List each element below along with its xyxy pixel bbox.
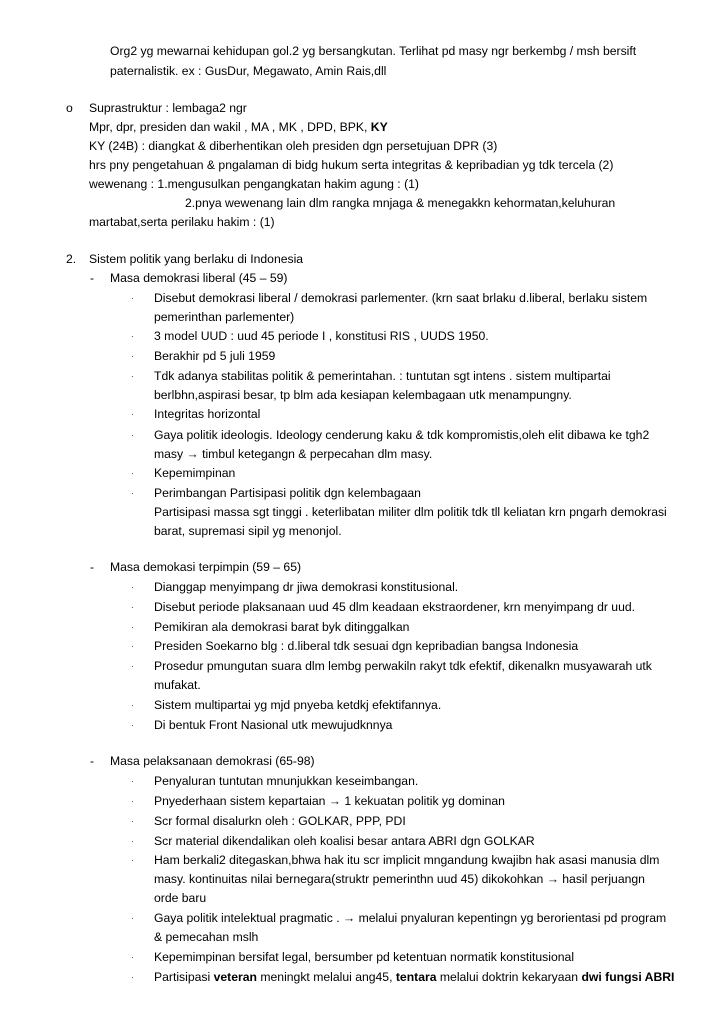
- liberal-bullet-6-cont-post: timbul ketegangn & perpecahan dlm masy.: [198, 447, 433, 461]
- heading-terpimpin: Masa demokasi terpimpin (59 – 65): [110, 560, 302, 574]
- liberal-bullet-7: Kepemimpinan: [154, 466, 236, 480]
- bullet-marker: ·: [131, 642, 134, 651]
- arrow-icon: →: [546, 872, 559, 886]
- liberal-bullet-2: 3 model UUD : uud 45 periode I , konstitusi RIS , UUDS 1950.: [154, 329, 489, 343]
- pelaksanaan-bullet-6: [154, 909, 666, 928]
- pelaksanaan-bullet-5-cont-2: orde baru: [154, 891, 207, 905]
- liberal-bullet-5: Integritas horizontal: [154, 407, 261, 421]
- pelaksanaan-bullet-6-post: melalui pnyaluran kepentingn yg berorientasi pd program: [355, 911, 667, 925]
- liberal-bullet-6: Gaya politik ideologis. Ideology cenderung kaku & tdk kompromistis,oleh elit dibawa ke tgh2: [154, 428, 650, 442]
- bullet-marker: ·: [131, 973, 134, 982]
- bullet-marker: ·: [131, 662, 134, 671]
- pelaksanaan-bullet-5-cont-post: hasil perjuangn: [558, 872, 645, 886]
- heading-pelaksanaan: Masa pelaksanaan demokrasi (65-98): [110, 754, 315, 768]
- pelaksanaan-bullet-7: Kepemimpinan bersifat legal, bersumber pd ketentuan normatik konstitusional: [154, 950, 575, 964]
- pelaksanaan-bullet-2: [154, 792, 505, 811]
- pelaksanaan-bullet-1: Penyaluran tuntutan mnunjukkan keseimbangan.: [154, 774, 419, 788]
- bullet-marker: ·: [131, 701, 134, 710]
- pelaksanaan-bullet-5: Ham berkali2 ditegaskan,bhwa hak itu scr implicit mngandung kwajibn hak asasi manusia dlm: [154, 853, 660, 867]
- bullet-marker: ·: [131, 856, 134, 865]
- pelaksanaan-bullet-8-part-1: Partisipasi: [154, 970, 214, 984]
- liberal-bullet-1-cont: pemerinthan parlementer): [154, 310, 295, 324]
- pelaksanaan-bullet-8-part-2: meningkt melalui ang45,: [256, 970, 396, 984]
- supra-title: Suprastruktur : lembaga2 ngr: [89, 101, 247, 115]
- liberal-bullet-8-cont-2: barat, supremasi sipil yg menonjol.: [154, 524, 342, 538]
- terpimpin-bullet-2: Disebut periode plaksanaan uud 45 dlm keadaan ekstraordener, krn menyimpang dr uud.: [154, 600, 636, 614]
- pelaksanaan-bullet-5-cont: [154, 870, 645, 889]
- supra-line-3: hrs pny pengetahuan & pngalaman di bidg hukum serta integritas & kepribadian yg tdk tercela (2): [89, 158, 614, 172]
- supra-line-2: KY (24B) : diangkat & diberhentikan oleh presiden dgn persetujuan DPR (3): [89, 139, 498, 153]
- supra-line-1-bold: KY: [370, 120, 388, 134]
- bullet-marker: ·: [131, 817, 134, 826]
- bullet-marker: ·: [131, 721, 134, 730]
- bullet-marker: ·: [131, 953, 134, 962]
- terpimpin-bullet-1: Dianggap menyimpang dr jiwa demokrasi konstitusional.: [154, 580, 459, 594]
- terpimpin-bullet-5-cont: mufakat.: [154, 678, 201, 692]
- supra-line-4: wewenang : 1.mengusulkan pengangkatan hakim agung : (1): [89, 177, 419, 191]
- section-title: Sistem politik yang berlaku di Indonesia: [89, 252, 304, 266]
- pelaksanaan-bullet-8-bold-3: dwi fungsi ABRI: [581, 970, 675, 984]
- section-number: 2.: [66, 252, 77, 266]
- bullet-marker: ·: [131, 837, 134, 846]
- bullet-marker: ·: [131, 332, 134, 341]
- supra-line-1: [89, 118, 388, 137]
- pelaksanaan-bullet-3: Scr formal disalurkn oleh : GOLKAR, PPP, PDI: [154, 814, 406, 828]
- pelaksanaan-bullet-8-bold-1: veteran: [213, 970, 257, 984]
- dash-marker: -: [90, 560, 95, 574]
- dash-marker: -: [90, 271, 95, 285]
- pelaksanaan-bullet-8-part-3: melalui doktrin kekaryaan: [436, 970, 582, 984]
- terpimpin-bullet-6: Sistem multipartai yg mjd pnyeba ketdkj efektifannya.: [154, 698, 442, 712]
- liberal-bullet-6-cont: [154, 445, 432, 464]
- pelaksanaan-bullet-2-post: 1 kekuatan politik yg dominan: [340, 794, 505, 808]
- liberal-bullet-1: Disebut demokrasi liberal / demokrasi parlementer. (krn saat brlaku d.liberal, berlaku sistem: [154, 291, 648, 305]
- list-marker: o: [66, 101, 73, 115]
- intro-line-1: Org2 yg mewarnai kehidupan gol.2 yg bersangkutan. Terlihat pd masy ngr berkembg / msh bersift: [110, 44, 637, 58]
- bullet-marker: ·: [131, 352, 134, 361]
- liberal-bullet-8-cont-1: Partisipasi massa sgt tinggi . keterlibatan militer dlm politik tdk tll keliatan krn pngarh demokrasi: [154, 505, 667, 519]
- bullet-marker: ·: [131, 583, 134, 592]
- liberal-bullet-4: Tdk adanya stabilitas politik & pemerintahan. : tuntutan sgt intens . sistem multipartai: [154, 369, 611, 383]
- supra-line-1-text: Mpr, dpr, presiden dan wakil , MA , MK , DPD, BPK,: [89, 120, 371, 134]
- pelaksanaan-bullet-8: [154, 968, 674, 987]
- pelaksanaan-bullet-8-bold-2: tentara: [395, 970, 437, 984]
- pelaksanaan-bullet-4: Scr material dikendalikan oleh koalisi besar antara ABRI dgn GOLKAR: [154, 834, 535, 848]
- bullet-marker: ·: [131, 294, 134, 303]
- liberal-bullet-4-cont: berlbhn,aspirasi besar, tp blm ada kesiapan kelembagaan utk menampungny.: [154, 388, 572, 402]
- pelaksanaan-bullet-5-cont-pre: masy. kontinuitas nilai bernegara(struktr pemerinthn uud 45) dikokohkan: [154, 872, 547, 886]
- pelaksanaan-bullet-6-cont: & pemecahan mslh: [154, 930, 259, 944]
- intro-line-2: paternalistik. ex : GusDur, Megawato, Amin Rais,dll: [110, 64, 387, 78]
- bullet-marker: ·: [131, 623, 134, 632]
- bullet-marker: ·: [131, 489, 134, 498]
- liberal-bullet-8: Perimbangan Partisipasi politik dgn kelembagaan: [154, 486, 421, 500]
- bullet-marker: ·: [131, 410, 134, 419]
- bullet-marker: ·: [131, 372, 134, 381]
- bullet-marker: ·: [131, 777, 134, 786]
- terpimpin-bullet-4: Presiden Soekarno blg : d.liberal tdk sesuai dgn kepribadian bangsa Indonesia: [154, 639, 579, 653]
- arrow-icon: →: [328, 794, 341, 808]
- terpimpin-bullet-3: Pemikiran ala demokrasi barat byk ditinggalkan: [154, 620, 410, 634]
- bullet-marker: ·: [131, 431, 134, 440]
- supra-line-6: martabat,serta perilaku hakim : (1): [89, 215, 275, 229]
- bullet-marker: ·: [131, 603, 134, 612]
- pelaksanaan-bullet-2-pre: Pnyederhaan sistem kepartaian: [154, 794, 329, 808]
- supra-line-5: 2.pnya wewenang lain dlm rangka mnjaga & menegakkn kehormatan,keluhuran: [185, 196, 616, 210]
- pelaksanaan-bullet-6-pre: Gaya politik intelektual pragmatic .: [154, 911, 343, 925]
- bullet-marker: ·: [131, 914, 134, 923]
- arrow-icon: →: [343, 911, 356, 925]
- terpimpin-bullet-5: Prosedur pmungutan suara dlm lembg perwakiln rakyt tdk efektif, dikenalkn musyawarah utk: [154, 659, 652, 673]
- liberal-bullet-6-cont-pre: masy: [154, 447, 187, 461]
- dash-marker: -: [90, 754, 95, 768]
- arrow-icon: →: [186, 447, 199, 461]
- bullet-marker: ·: [131, 797, 134, 806]
- liberal-bullet-3: Berakhir pd 5 juli 1959: [154, 349, 276, 363]
- terpimpin-bullet-7: Di bentuk Front Nasional utk mewujudknnya: [154, 718, 393, 732]
- heading-liberal: Masa demokrasi liberal (45 – 59): [110, 271, 288, 285]
- bullet-marker: ·: [131, 469, 134, 478]
